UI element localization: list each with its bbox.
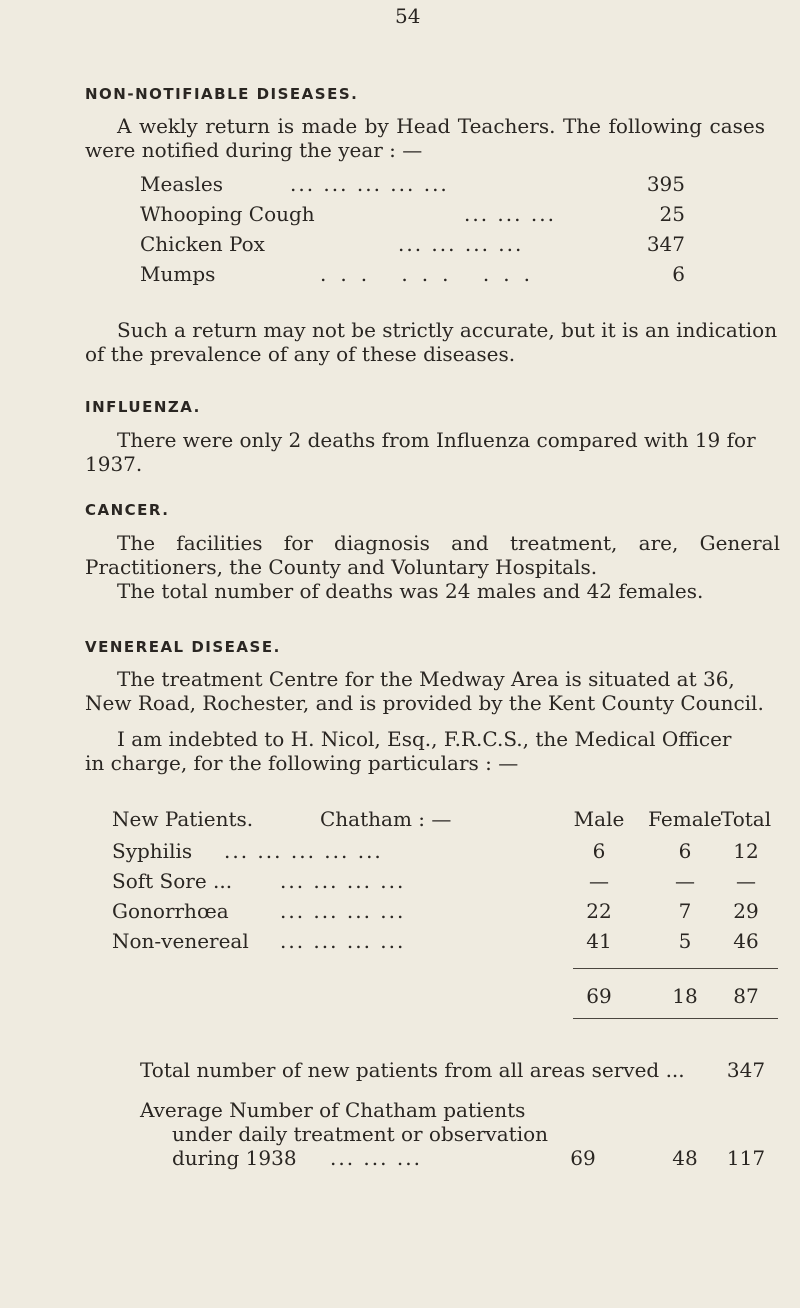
cell-total: 12 — [733, 839, 759, 863]
cancer-line: The total number of deaths was 24 males and 42 females. — [117, 579, 704, 603]
heading-non-notifiable: NON-NOTIFIABLE DISEASES. — [85, 85, 359, 103]
cell-total: 29 — [733, 899, 759, 923]
heading-influenza: INFLUENZA. — [85, 398, 201, 416]
leader-dots: ... ... ... — [320, 262, 544, 286]
disease-count: 347 — [646, 232, 685, 256]
row-name: Gonorrhœa — [112, 899, 229, 923]
influenza-line: There were only 2 deaths from Influenza compared with 19 for — [117, 428, 756, 452]
venereal-line: New Road, Rochester, and is provided by the Kent County Council. — [85, 691, 764, 715]
venereal-paragraph-2 — [85, 727, 780, 775]
leader-dots: ... ... ... ... — [280, 869, 406, 893]
disease-name: Measles — [140, 172, 223, 196]
page-number: 54 — [395, 4, 421, 28]
row-name: Syphilis — [112, 839, 193, 863]
average-line: Average Number of Chatham patients — [140, 1098, 526, 1122]
table-row-gonorrhoea — [112, 899, 780, 925]
leader-dots: ... ... ... ... ... — [224, 839, 383, 863]
venereal-paragraph-1 — [85, 667, 780, 715]
note-line: Such a return may not be strictly accurate, but it is an indication — [117, 318, 778, 342]
average-line: under daily treatment or observation — [172, 1122, 549, 1146]
average-values-row — [112, 1146, 780, 1172]
leader-dots: ... ... ... ... — [280, 929, 406, 953]
leader-dots: ... ... ... — [330, 1146, 422, 1170]
venereal-line: The treatment Centre for the Medway Area is situated at 36, — [117, 667, 735, 691]
table-row-soft-sore — [112, 869, 780, 895]
cell-total: — — [736, 869, 756, 893]
totals-top-rule — [573, 968, 778, 969]
disease-row-whooping-cough — [140, 202, 685, 228]
influenza-paragraph — [85, 428, 775, 476]
disease-name: Chicken Pox — [140, 232, 265, 256]
cell-female: — — [675, 869, 695, 893]
all-areas-value: 347 — [726, 1058, 766, 1082]
average-male: 69 — [570, 1146, 596, 1170]
total-female: 18 — [672, 984, 698, 1008]
totals-bottom-rule — [573, 1018, 778, 1019]
disease-name: Whooping Cough — [140, 202, 315, 226]
cancer-line: The facilities for diagnosis and treatment, are, General — [117, 531, 780, 555]
table-area: Chatham : — — [320, 807, 452, 831]
cell-total: 46 — [733, 929, 759, 953]
heading-venereal-disease: VENEREAL DISEASE. — [85, 638, 281, 656]
disease-row-chicken-pox — [140, 232, 685, 258]
cell-male: 22 — [586, 899, 612, 923]
col-male-header: Male — [573, 807, 625, 831]
cell-male: — — [589, 869, 609, 893]
disease-count: 6 — [672, 262, 685, 286]
leader-dots: ... ... ... ... — [280, 899, 406, 923]
row-name: Soft Sore ... — [112, 869, 233, 893]
venereal-line: in charge, for the following particulars : — — [85, 751, 519, 775]
all-areas-label: Total number of new patients from all areas served ... — [140, 1058, 685, 1082]
cell-female: 5 — [678, 929, 692, 953]
disease-count: 395 — [646, 172, 685, 196]
cell-male: 41 — [586, 929, 612, 953]
table-label: New Patients. — [112, 807, 254, 831]
leader-dots: ... ... ... ... ... — [290, 172, 449, 196]
col-female-header: Female — [648, 807, 722, 831]
note-paragraph — [85, 318, 780, 366]
cell-male: 6 — [592, 839, 606, 863]
disease-count: 25 — [659, 202, 685, 226]
intro-line: A wekly return is made by Head Teachers. The following cases — [117, 114, 765, 138]
average-female: 48 — [672, 1146, 698, 1170]
col-total-header: Total — [720, 807, 772, 831]
disease-row-mumps — [140, 262, 685, 288]
average-line: during 1938 — [172, 1146, 297, 1170]
leader-dots: ... ... ... — [464, 202, 556, 226]
cell-female: 7 — [678, 899, 692, 923]
average-total: 117 — [726, 1146, 766, 1170]
heading-cancer: CANCER. — [85, 501, 170, 519]
cancer-line: Practitioners, the County and Voluntary Hospitals. — [85, 555, 598, 579]
table-row-non-venereal — [112, 929, 780, 955]
venereal-table-header — [112, 807, 780, 833]
table-row-syphilis — [112, 839, 780, 865]
note-line: of the prevalence of any of these diseases. — [85, 342, 516, 366]
disease-name: Mumps — [140, 262, 216, 286]
intro-paragraph — [85, 114, 765, 162]
venereal-line: I am indebted to H. Nicol, Esq., F.R.C.S., the Medical Officer — [117, 727, 732, 751]
cancer-paragraph — [85, 531, 780, 603]
intro-line: were notified during the year : — — [85, 138, 423, 162]
row-name: Non-venereal — [112, 929, 249, 953]
table-totals-row — [112, 984, 780, 1010]
total-total: 87 — [733, 984, 759, 1008]
influenza-line: 1937. — [85, 452, 143, 476]
total-male: 69 — [586, 984, 612, 1008]
cell-female: 6 — [678, 839, 692, 863]
disease-row-measles — [140, 172, 685, 198]
leader-dots: ... ... ... ... — [398, 232, 524, 256]
